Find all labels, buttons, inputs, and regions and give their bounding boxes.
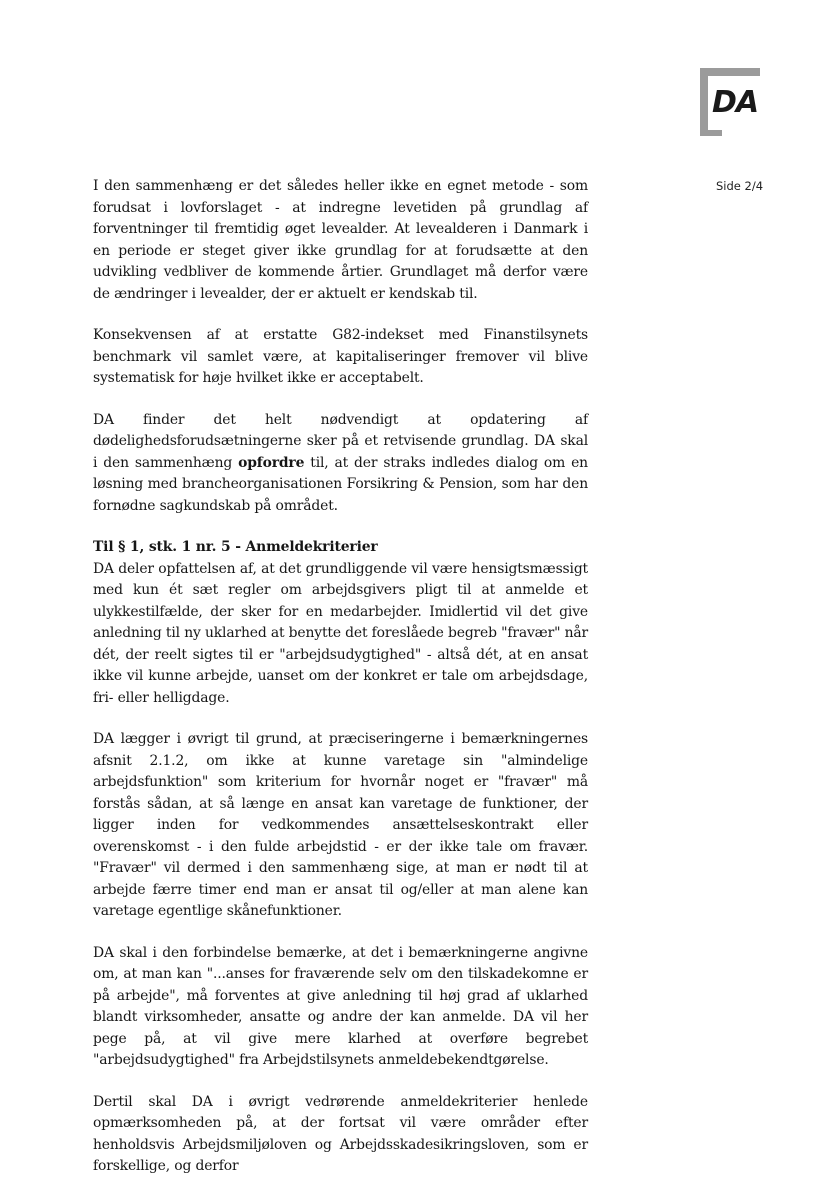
paragraph-6: DA skal i den forbindelse bemærke, at det i bemærkningerne angivne om, at man kan "...anses for fraværende selv om den tilskadekomne er på arbejde", må forventes at give anledning til høj grad af uklarhed blandt virksomheder, ansatte og andre der kan anmelde. DA vil her pege på, at vil give mere klarhed at overføre begrebet "arbejdsudygtighed" fra Arbejdstilsynets anmeldebekendtgørelse. <box>93 944 588 1068</box>
section-heading: Til § 1, stk. 1 nr. 5 - Anmeldekriterier <box>93 539 378 555</box>
da-logo <box>700 68 766 140</box>
paragraph-2: Konsekvensen af at erstatte G82-indekset med Finanstilsynets benchmark vil samlet være, at kapitaliseringer fremover vil blive systematisk for høje hvilket ikke er acceptabelt. <box>93 327 588 386</box>
document-body <box>93 176 588 1198</box>
paragraph-3-emphasis: opfordre <box>238 454 305 471</box>
paragraph-5: DA lægger i øvrigt til grund, at præciseringerne i bemærkningernes afsnit 2.1.2, om ikke at kunne varetage sin "almindelige arbejdsfunktion" som kriterium for hvornår noget er "fravær" må forstås sådan, at så længe en ansat kan varetage de funktioner, der ligger inden for vedkommendes ansættelseskontrakt eller overenskomst - i den fulde arbejdstid - er der ikke tale om fravær. "Fravær" vil dermed i den sammenhæng sige, at man er nødt til at arbejde færre timer end man er ansat til og/eller at man alene kan varetage egentlige skånefunktioner. <box>93 731 588 919</box>
paragraph-1: I den sammenhæng er det således heller ikke en egnet metode - som forudsat i lovforslaget - at indregne levetiden på grundlag af forventninger til fremtidig øget levealder. At levealderen i Danmark i en periode er steget giver ikke grundlag for at forudsætte at den udvikling vedbliver de kommende årtier. Grundlaget må derfor være de ændringer i levealder, der er aktuelt er kendskab til. <box>93 178 588 302</box>
paragraph-7: Dertil skal DA i øvrigt vedrørende anmeldekriterier henlede opmærksomheden på, at der fortsat vil være områder efter henholdsvis Arbejdsmiljøloven og Arbejdsskadesikringsloven, som er forskellige, og derfor <box>93 1093 588 1174</box>
logo-frame-bottom <box>700 130 722 136</box>
paragraph-4: DA deler opfattelsen af, at det grundliggende vil være hensigtsmæssigt med kun ét sæt regler om arbejdsgivers pligt til at anmelde et ulykkestilfælde, der sker for en medarbejder. Imidlertid vil det give anledning til ny uklarhed at benytte det foreslåede begreb "fravær" når dét, der reelt sigtes til er "arbejdsudygtighed" - altså dét, at en ansat ikke vil kunne arbejde, uanset om der konkret er tale om arbejdsdage, fri- eller helligdage. <box>93 560 588 706</box>
paragraph-3 <box>93 410 588 518</box>
logo-frame-top <box>700 68 760 76</box>
paragraph-3-text-end: til, at der straks indledes dialog om en løsning med brancheorganisationen Forsikring & Pension, som har den fornødne sagkundskab på området. <box>93 454 588 514</box>
logo-frame-left <box>700 68 708 136</box>
paragraph-3-text-start: DA finder det helt nødvendigt at opdatering af dødelighedsforudsætningerne sker på et retvisende grundlag. DA skal i den sammenhæng <box>93 411 588 471</box>
logo-text: DA <box>712 85 759 120</box>
page-number: Side 2/4 <box>716 179 764 193</box>
